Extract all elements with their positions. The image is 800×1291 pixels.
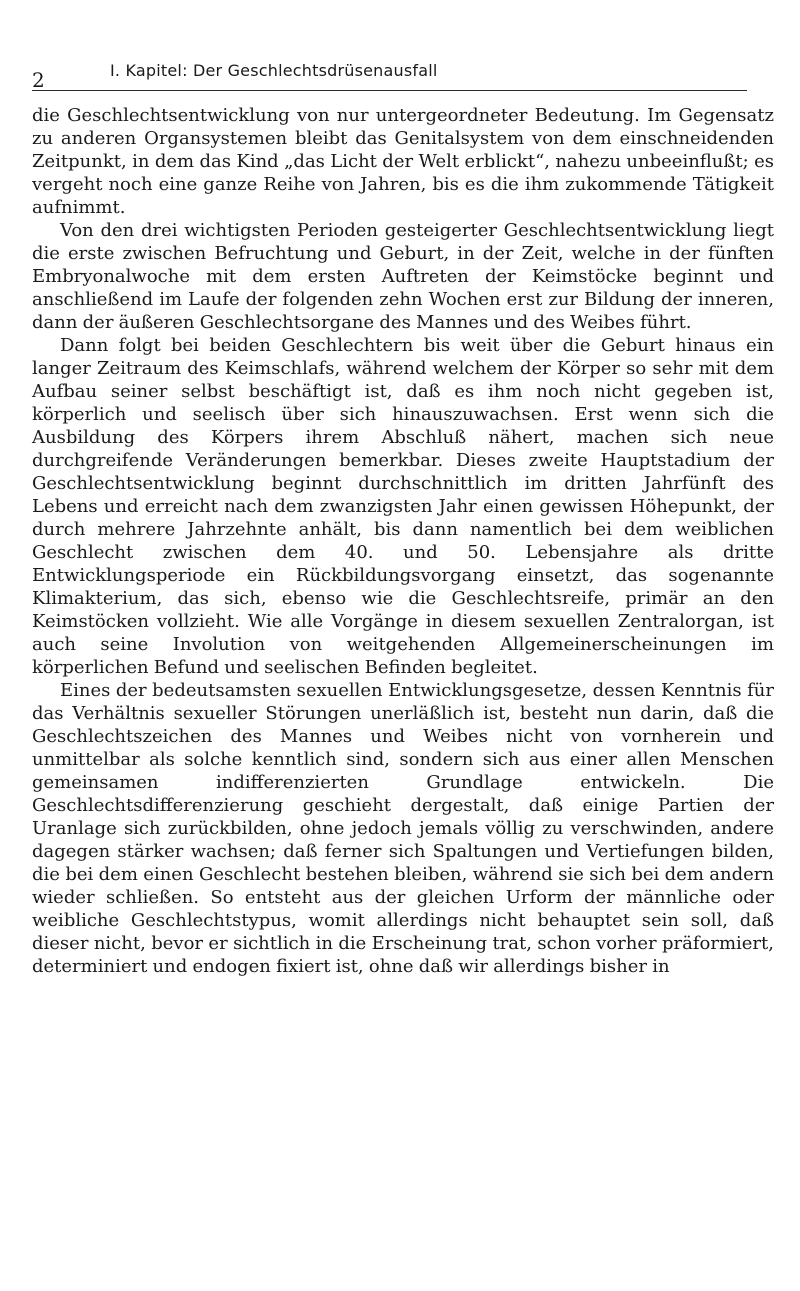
paragraph: Dann folgt bei beiden Geschlechtern bis weit über die Geburt hinaus ein langer Zeitraum des Keimschlafs, während welchem der Körper so sehr mit dem Aufbau seiner selbst beschäftigt ist, daß es ihm noch nicht gegeben ist, körperlich und seelisch über sich hinauszuwachsen. Erst wenn sich die Ausbildung des Körpers ihrem Abschluß nähert, machen sich neue durchgreifende Veränderungen bemerkbar. Dieses zweite Hauptstadium der Geschlechtsentwicklung beginnt durchschnittlich im dritten Jahrfünft des Lebens und erreicht nach dem zwanzigsten Jahr einen gewissen Höhepunkt, der durch mehrere Jahrzehnte anhält, bis dann namentlich bei dem weiblichen Geschlecht zwischen dem 40. und 50. Lebensjahre als dritte Entwicklungsperiode ein Rückbildungsvorgang einsetzt, das sogenannte Klimakterium, das sich, ebenso wie die Geschlechtsreife, primär an den Keimstöcken vollzieht. Wie alle Vorgänge in diesem sexuellen Zentralorgan, ist auch seine Involution von weitgehenden Allgemeinerscheinungen im körperlichen Befund und seelischen Befinden begleitet. [32, 335, 774, 678]
running-title: I. Kapitel: Der Geschlechtsdrüsenausfall [110, 61, 438, 80]
running-head [32, 62, 747, 91]
paragraph: die Geschlechtsentwicklung von nur untergeordneter Bedeutung. Im Gegensatz zu anderen Organsystemen bleibt das Genitalsystem von dem einschneidenden Zeitpunkt, in dem das Kind „das Licht der Welt erblickt“, nahezu unbeeinflußt; es vergeht noch eine ganze Reihe von Jahren, bis es die ihm zukommende Tätigkeit aufnimmt. [32, 105, 774, 218]
paragraph: Eines der bedeutsamsten sexuellen Entwicklungsgesetze, dessen Kenntnis für das Verhältnis sexueller Störungen unerläßlich ist, besteht nun darin, daß die Geschlechtszeichen des Mannes und Weibes nicht von vornherein und unmittelbar als solche kenntlich sind, sondern sich aus einer allen Menschen gemeinsamen indifferenzierten Grundlage entwickeln. Die Geschlechtsdifferenzierung geschieht dergestalt, daß einige Partien der Uranlage sich zurückbilden, ohne jedoch jemals völlig zu verschwinden, andere dagegen stärker wachsen; daß ferner sich Spaltungen und Vertiefungen bilden, die bei dem einen Geschlecht bestehen bleiben, während sie sich bei dem andern wieder schließen. So entsteht aus der gleichen Urform der männliche oder weibliche Geschlechtstypus, womit allerdings nicht behauptet sein soll, daß dieser nicht, bevor er sichtlich in die Erscheinung trat, schon vorher präformiert, determiniert und endogen fixiert ist, ohne daß wir allerdings bisher in [32, 680, 774, 977]
body-text [32, 104, 774, 978]
page-number: 2 [32, 68, 45, 92]
paragraph: Von den drei wichtigsten Perioden gesteigerter Geschlechtsentwicklung liegt die erste zwischen Befruchtung und Geburt, in der Zeit, welche in der fünften Embryonalwoche mit dem ersten Auftreten der Keimstöcke beginnt und anschließend im Laufe der folgenden zehn Wochen erst zur Bildung der inneren, dann der äußeren Geschlechtsorgane des Mannes und des Weibes führt. [32, 220, 774, 333]
